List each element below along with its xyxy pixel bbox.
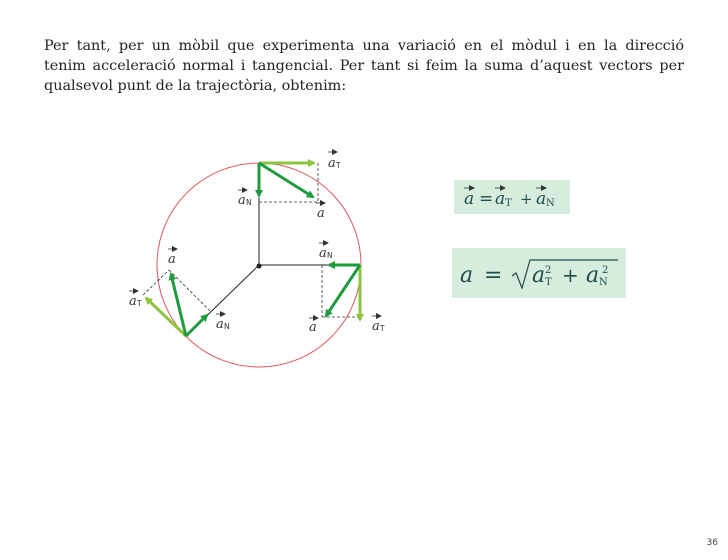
svg-text:a: a	[495, 189, 506, 209]
formula1-aN	[536, 188, 555, 209]
label-top-a	[316, 203, 325, 221]
page-number: 36	[706, 538, 718, 548]
formula1-plus: +	[520, 190, 533, 208]
svg-text:T: T	[380, 324, 385, 333]
formula1-lhs	[464, 188, 474, 209]
svg-text:N: N	[599, 277, 608, 288]
svg-text:a: a	[536, 189, 547, 209]
label-right-aN	[319, 243, 333, 261]
svg-text:a: a	[464, 189, 475, 209]
svg-text:a: a	[309, 320, 317, 335]
svg-text:T: T	[137, 299, 142, 308]
svg-text:a: a	[372, 319, 380, 334]
svg-text:N: N	[224, 322, 230, 331]
paragraph-line-2: tenim acceleració normal i tangencial. Per tant si feim la suma d’aquest vectors per	[44, 58, 684, 74]
paragraph-line-1: Per tant, per un mòbil que experimenta una variació en el mòdul i en la direcció	[44, 38, 684, 54]
label-right-aT	[372, 316, 385, 334]
left-normal-arrow	[186, 315, 207, 336]
svg-text:T: T	[336, 161, 341, 170]
svg-text:N: N	[246, 198, 252, 207]
formula2-lhs: a	[460, 263, 474, 288]
right-total-arrow	[326, 265, 360, 316]
svg-text:a: a	[317, 206, 325, 221]
label-left-aN	[216, 314, 230, 332]
svg-text:T: T	[505, 198, 512, 209]
left-dashed-1	[143, 270, 169, 295]
label-top-aN	[238, 190, 252, 208]
label-top-aT	[328, 152, 341, 171]
label-right-a	[309, 318, 318, 335]
svg-text:a: a	[328, 156, 336, 171]
formula2-plus: +	[562, 263, 579, 287]
top-total-arrow	[259, 163, 313, 197]
svg-text:a: a	[586, 263, 600, 288]
svg-text:2: 2	[545, 265, 552, 276]
formula2-aT2	[532, 263, 552, 288]
svg-text:N: N	[327, 251, 333, 260]
svg-text:N: N	[546, 198, 555, 209]
svg-text:2: 2	[602, 265, 609, 276]
svg-text:T: T	[545, 277, 552, 288]
formula1-equals: =	[479, 189, 494, 209]
formula2-equals: =	[484, 263, 503, 288]
svg-text:a: a	[532, 263, 546, 288]
center-dot	[257, 264, 262, 269]
svg-text:a: a	[216, 317, 224, 332]
formula-vector-sum	[454, 180, 570, 214]
formula-magnitude	[452, 248, 626, 298]
formula2-aN2	[586, 263, 608, 288]
label-left-a	[168, 249, 177, 267]
svg-text:a: a	[238, 193, 246, 208]
svg-text:a: a	[319, 246, 327, 261]
svg-text:a: a	[168, 252, 176, 267]
svg-text:a: a	[129, 294, 137, 309]
paragraph-line-3: qualsevol punt de la trajectòria, obtenim:	[44, 78, 347, 94]
formula1-aT	[495, 188, 512, 209]
left-total-arrow	[171, 274, 186, 336]
label-left-aT	[129, 291, 142, 309]
